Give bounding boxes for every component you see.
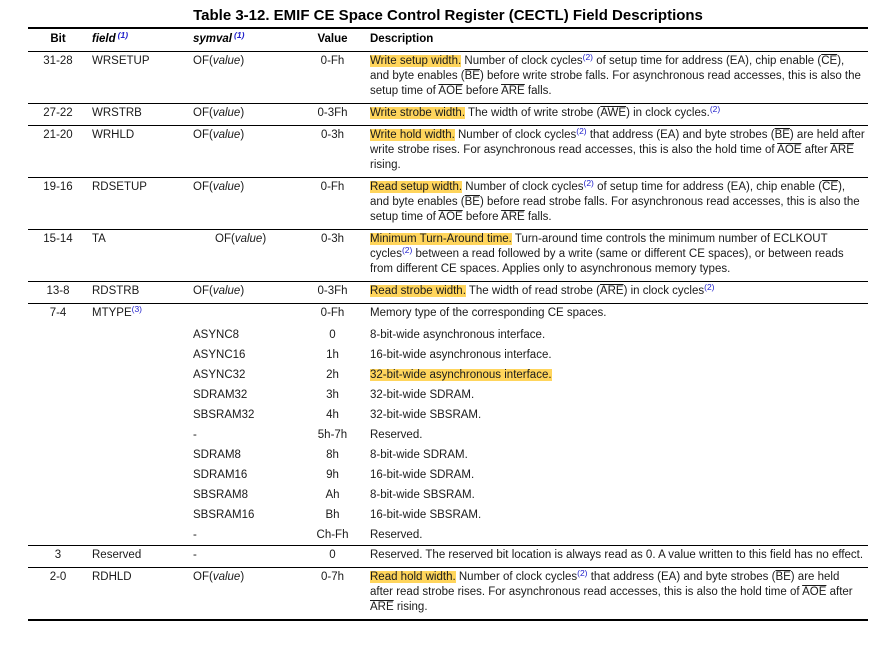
field-cell: [88, 232, 190, 247]
text-segment: that address (EA) and byte strobes (: [587, 571, 776, 583]
value-cell: 4h: [326, 408, 339, 421]
text-segment: of setup time for address (EA), chip enable (: [593, 181, 823, 193]
text-segment: ): [262, 233, 267, 245]
table-title: Table 3-12. EMIF CE Space Control Register (CECTL) Field Descriptions: [193, 7, 703, 24]
text-segment: SBSRAM32: [193, 408, 255, 421]
symval-cell: [190, 368, 303, 383]
active-low-signal: $\overline{AWE}$: [600, 107, 627, 119]
value-cell: 3h: [326, 388, 339, 401]
text-segment: RDSTRB: [92, 285, 140, 297]
text-segment: WRHLD: [92, 129, 135, 141]
text-segment: 8-bit-wide SDRAM.: [370, 448, 468, 461]
active-low-signal: $\overline{AOE}$: [438, 85, 463, 97]
text-segment: 16-bit-wide SBSRAM.: [370, 508, 482, 521]
text-segment: OF(: [193, 129, 213, 141]
value-cell: 0-3h: [320, 233, 345, 245]
text-segment: before: [462, 85, 502, 97]
symval-cell: [190, 128, 303, 143]
text-segment: OF(: [193, 571, 213, 583]
text-segment: SBSRAM16: [193, 508, 255, 521]
text-segment: -: [193, 528, 197, 541]
active-low-signal: $\overline{AOE}$: [777, 144, 802, 156]
bit-cell: 19-16: [43, 181, 73, 193]
table-row: [28, 465, 868, 485]
text-segment: SDRAM32: [193, 388, 248, 401]
table-row: [28, 325, 868, 345]
field-cell: [88, 106, 190, 121]
table-row: [28, 229, 868, 281]
bit-cell: 2-0: [49, 571, 67, 583]
symval-cell: [190, 106, 303, 121]
bit-cell: 21-20: [43, 129, 73, 141]
text-segment: SDRAM16: [193, 468, 248, 481]
text-segment: value: [212, 107, 241, 119]
highlighted-text: Read hold width.: [370, 571, 456, 583]
table-row: [28, 525, 868, 545]
text-segment: RDSETUP: [92, 181, 147, 193]
description-cell: [362, 388, 868, 403]
symval-cell: [190, 528, 303, 543]
symval-cell: [190, 468, 303, 483]
description-cell: [362, 328, 868, 343]
footnote-ref: (2): [582, 52, 594, 62]
table-row: [28, 177, 868, 229]
text-segment: ASYNC16: [193, 348, 246, 361]
text-segment: 32-bit-wide SDRAM.: [370, 388, 475, 401]
table-row: [28, 485, 868, 505]
description-cell: [362, 180, 868, 225]
text-segment: 16-bit-wide asynchronous interface.: [370, 348, 552, 361]
value-cell: 0-7h: [320, 571, 345, 583]
table-row: [28, 405, 868, 425]
text-segment: value: [212, 55, 241, 67]
text-segment: The width of write strobe (: [465, 107, 601, 119]
table-row: [28, 125, 868, 177]
text-segment: 8-bit-wide asynchronous interface.: [370, 328, 546, 341]
text-segment: after: [826, 586, 853, 598]
active-low-signal: $\overline{AOE}$: [802, 586, 827, 598]
bit-cell: 7-4: [49, 307, 67, 319]
value-cell: 0-3Fh: [317, 107, 348, 119]
column-header-value: Value: [317, 33, 348, 45]
text-segment: ASYNC8: [193, 328, 240, 341]
highlighted-text: Read strobe width.: [370, 285, 466, 297]
value-cell: 0-3h: [320, 129, 345, 141]
value-cell: 0-3Fh: [317, 285, 348, 297]
active-low-signal: $\overline{ARE}$: [501, 85, 525, 97]
description-cell: [362, 54, 868, 99]
text-segment: ASYNC32: [193, 368, 246, 381]
highlighted-text: Write setup width.: [370, 55, 462, 67]
field-cell: [88, 284, 190, 299]
text-segment: MTYPE: [92, 307, 132, 319]
text-segment: ): [240, 285, 245, 297]
text-segment: ) in clock cycles.: [626, 107, 710, 119]
description-cell: [362, 468, 868, 483]
text-segment: RDHLD: [92, 571, 132, 583]
description-cell: [362, 570, 868, 615]
table-row: [28, 303, 868, 325]
text-segment: Reserved.: [370, 528, 423, 541]
text-segment: ), and byte enables (: [370, 181, 846, 208]
value-cell: 0: [329, 328, 336, 341]
text-segment: value: [212, 129, 241, 141]
symval-cell: [190, 428, 303, 443]
description-cell: [362, 128, 868, 173]
text-segment: of setup time for address (EA), chip enable (: [593, 55, 822, 67]
register-field-table: [28, 27, 868, 621]
footnote-ref: (2): [577, 568, 588, 578]
text-segment: ): [240, 571, 245, 583]
text-segment: OF(: [193, 285, 213, 297]
symval-cell: [190, 54, 303, 69]
value-cell: Ah: [325, 488, 340, 501]
symval-cell: [190, 570, 303, 585]
text-segment: Memory type of the corresponding CE spaces.: [370, 307, 607, 319]
field-cell: [88, 306, 190, 321]
description-cell: [362, 488, 868, 503]
description-cell: [362, 428, 868, 443]
table-row: [28, 385, 868, 405]
table-row: [28, 345, 868, 365]
symval-cell: [190, 328, 303, 343]
text-segment: rising.: [370, 159, 401, 171]
value-cell: 0: [329, 549, 336, 561]
value-cell: Bh: [325, 508, 340, 521]
symval-cell: [190, 408, 303, 423]
text-segment: ): [240, 55, 245, 67]
text-segment: Number of clock cycles: [462, 181, 584, 193]
active-low-signal: $\overline{ARE}$: [501, 211, 525, 223]
text-segment: Reserved: [92, 549, 142, 561]
text-segment: OF(: [193, 181, 213, 193]
column-header-field: field $^{(1)}$: [92, 30, 129, 45]
text-segment: WRSETUP: [92, 55, 150, 67]
value-cell: 1h: [326, 348, 339, 361]
text-segment: OF(: [193, 107, 213, 119]
table-row: [28, 425, 868, 445]
column-header-description: Description: [370, 33, 434, 45]
footnote-ref-icon: (1): [117, 30, 129, 40]
active-low-signal: $\overline{BE}$: [464, 70, 480, 82]
highlighted-text: Read setup width.: [370, 181, 463, 193]
text-segment: Number of clock cycles: [454, 129, 577, 141]
highlighted-text: 32-bit-wide asynchronous interface.: [370, 368, 552, 381]
active-low-signal: $\overline{CE}$: [821, 55, 838, 67]
description-cell: [362, 548, 868, 563]
footnote-ref: (2): [583, 178, 594, 188]
text-segment: value: [212, 571, 241, 583]
text-segment: after: [801, 144, 831, 156]
text-segment: OF(: [215, 233, 235, 245]
table-row: [28, 365, 868, 385]
text-segment: value: [234, 233, 263, 245]
description-cell: [362, 528, 868, 543]
active-low-signal: $\overline{BE}$: [464, 196, 480, 208]
text-segment: TA: [92, 233, 106, 245]
active-low-signal: $\overline{BE}$: [774, 129, 790, 141]
text-segment: rising.: [393, 601, 428, 613]
text-segment: falls.: [524, 85, 552, 97]
symval-cell: [190, 232, 303, 247]
value-cell: 0-Fh: [320, 181, 345, 193]
value-cell: Ch-Fh: [316, 528, 349, 541]
text-segment: falls.: [524, 211, 552, 223]
active-low-signal: $\overline{ARE}$: [599, 285, 624, 297]
value-cell: 2h: [326, 368, 339, 381]
text-segment: between a read followed by a write (same or different CE spaces), or between reads from different CE spaces. Applies only to asynchronous memory types.: [370, 248, 844, 275]
active-low-signal: $\overline{ARE}$: [370, 601, 394, 613]
text-segment: WRSTRB: [92, 107, 142, 119]
description-cell: [362, 232, 868, 277]
text-segment: -: [193, 549, 197, 561]
text-segment: SBSRAM8: [193, 488, 248, 501]
footnote-ref: (2): [401, 245, 413, 255]
text-segment: that address (EA) and byte strobes (: [586, 129, 775, 141]
symval-cell: [190, 508, 303, 523]
bit-cell: 13-8: [46, 285, 70, 297]
footnote-ref: (3): [131, 304, 143, 314]
highlighted-text: Write strobe width.: [370, 107, 466, 119]
value-cell: 5h-7h: [317, 428, 348, 441]
field-cell: [88, 128, 190, 143]
text-segment: before: [462, 211, 502, 223]
active-low-signal: $\overline{CE}$: [822, 181, 839, 193]
table-header-row: [28, 29, 868, 51]
bit-cell: 31-28: [43, 55, 73, 67]
description-cell: [362, 508, 868, 523]
description-cell: [362, 106, 868, 121]
text-segment: ), and byte enables (: [370, 55, 845, 82]
symval-cell: [190, 448, 303, 463]
text-segment: ): [240, 129, 245, 141]
text-segment: 32-bit-wide SBSRAM.: [370, 408, 482, 421]
table-row: [28, 505, 868, 525]
description-cell: [362, 306, 868, 321]
active-low-signal: $\overline{AOE}$: [438, 211, 463, 223]
symval-cell: [190, 284, 303, 299]
text-segment: ) are held after read strobe rises. For asynchronous read accesses, this is also the hold time of: [370, 571, 840, 598]
table-row: [28, 567, 868, 619]
value-cell: 9h: [326, 468, 339, 481]
highlighted-text: Write hold width.: [370, 129, 455, 141]
text-segment: ) are held after write strobe rises. For asynchronous read accesses, this is also the hold time of: [370, 129, 865, 156]
bit-cell: 27-22: [43, 107, 73, 119]
description-cell: [362, 368, 868, 383]
text-segment: Reserved. The reserved bit location is always read as 0. A value written to this field has no effect.: [370, 549, 864, 561]
bit-cell: 15-14: [43, 233, 73, 245]
text-segment: 16-bit-wide SDRAM.: [370, 468, 475, 481]
column-header-symval: symval $^{(1)}$: [193, 30, 245, 45]
text-segment: value: [212, 181, 241, 193]
symval-cell: [190, 180, 303, 195]
text-segment: value: [212, 285, 241, 297]
symval-cell: [190, 548, 303, 563]
table-row: [28, 51, 868, 103]
active-low-signal: $\overline{ARE}$: [830, 144, 854, 156]
value-cell: 0-Fh: [320, 307, 345, 319]
symval-cell: [190, 488, 303, 503]
text-segment: OF(: [193, 55, 213, 67]
description-cell: [362, 284, 868, 299]
footnote-ref-icon: (1): [234, 30, 245, 40]
footnote-ref: (2): [704, 282, 715, 292]
field-cell: [88, 180, 190, 195]
text-segment: ) before read strobe falls. For asynchronous read accesses, this is also the setup time of: [370, 196, 860, 223]
symval-cell: [190, 348, 303, 363]
text-segment: -: [193, 428, 197, 441]
active-low-signal: $\overline{BE}$: [775, 571, 791, 583]
text-segment: 8-bit-wide SBSRAM.: [370, 488, 475, 501]
text-segment: ) in clock cycles: [623, 285, 705, 297]
text-segment: Number of clock cycles: [455, 571, 578, 583]
text-segment: The width of read strobe (: [465, 285, 600, 297]
description-cell: [362, 348, 868, 363]
highlighted-text: Minimum Turn-Around time.: [370, 233, 512, 245]
field-cell: [88, 570, 190, 585]
description-cell: [362, 408, 868, 423]
text-segment: ) before write strobe falls. For asynchronous read accesses, this is also the setup time of: [370, 70, 861, 97]
description-cell: [362, 448, 868, 463]
table-row: [28, 103, 868, 125]
bit-cell: 3: [54, 549, 62, 561]
value-cell: 8h: [326, 448, 339, 461]
text-segment: ): [240, 107, 245, 119]
field-cell: [88, 548, 190, 563]
footnote-ref: (2): [709, 104, 721, 114]
table-rows: [28, 51, 868, 619]
text-segment: Reserved.: [370, 428, 423, 441]
text-segment: Turn-around time controls the minimum number of ECLKOUT cycles: [370, 233, 828, 260]
table-row: [28, 545, 868, 567]
table-row: [28, 445, 868, 465]
footnote-ref: (2): [576, 126, 587, 136]
field-cell: [88, 54, 190, 69]
text-segment: ): [240, 181, 245, 193]
column-header-bit: Bit: [50, 33, 66, 45]
symval-cell: [190, 388, 303, 403]
value-cell: 0-Fh: [320, 55, 345, 67]
table-row: [28, 281, 868, 303]
text-segment: Number of clock cycles: [461, 55, 583, 67]
text-segment: SDRAM8: [193, 448, 241, 461]
